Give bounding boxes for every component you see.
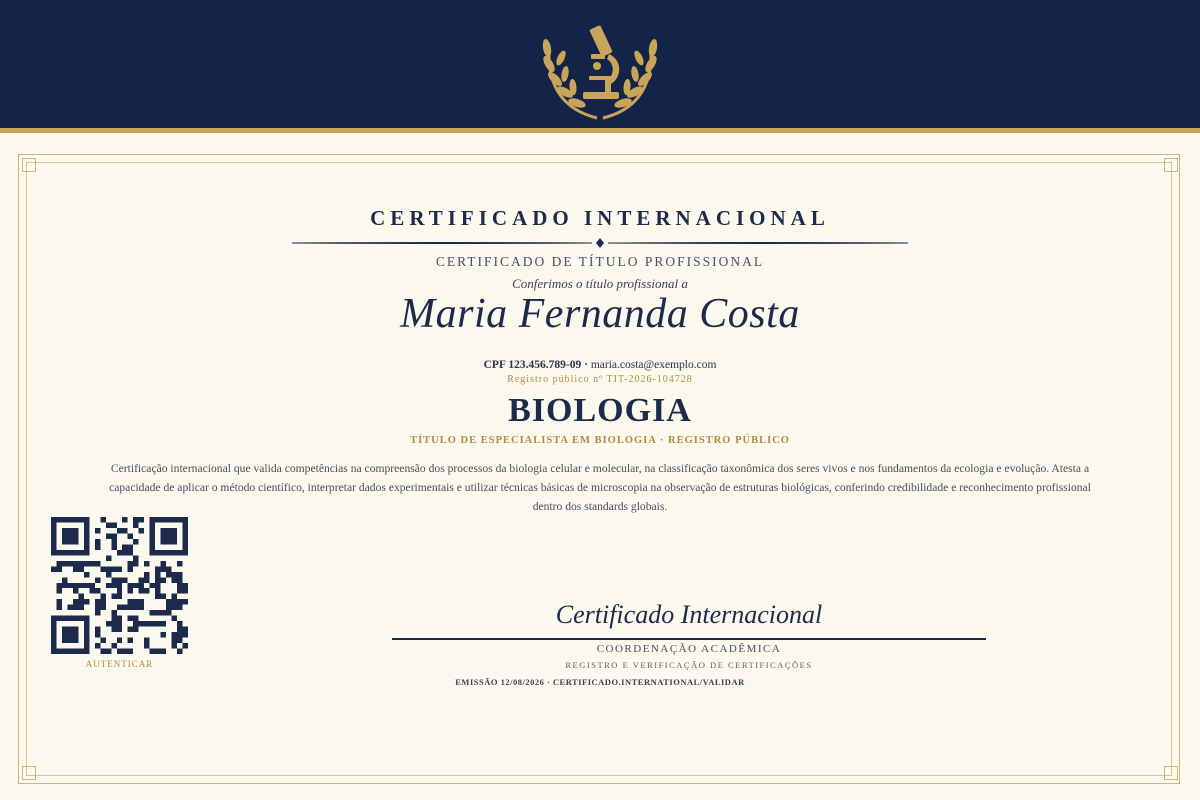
authenticate-link[interactable]: AUTENTICAR — [85, 659, 154, 669]
certificate-title: CERTIFICADO INTERNACIONAL — [370, 206, 830, 230]
signature-script: Certificado Internacional — [555, 600, 823, 629]
recipient-name: Maria Fernanda Costa — [400, 291, 800, 337]
title-divider — [292, 236, 908, 250]
cpf-text: CPF 123.456.789-09 — [483, 359, 582, 371]
certificate-description: Certificação internacional que valida competências na compreensão dos processos da biologia celular e molecular, na classificação taxonômica dos seres vivos e nos fundamentos da ecologia e evolução. Atesta a capacidade de aplicar o método científico, interpretar dados experimentais e utilizar técnicas básicas de microscopia na observação de estruturas biológicas, conferindo credibilidade e reconhecimento profissional dentro dos standards globais. — [109, 462, 1091, 513]
certificate-subtitle: CERTIFICADO DE TÍTULO PROFISSIONAL — [435, 254, 765, 269]
intro-text: Conferimos o título profissional a — [512, 276, 688, 291]
signature-role: COORDENAÇÃO ACADÊMICA — [596, 643, 782, 655]
corner-ornament — [22, 158, 36, 172]
course-title: BIOLOGIA — [508, 392, 692, 429]
corner-ornament — [22, 766, 36, 780]
email-text: maria.costa@exemplo.com — [590, 359, 717, 371]
recipient-id-line — [0, 359, 1200, 371]
issue-info: EMISSÃO 12/08/2026 · CERTIFICADO.INTERNATIONAL/VALIDAR — [455, 677, 745, 687]
microscope-laurel-icon — [535, 18, 665, 124]
registry-number: Registro público nº TIT-2026-104728 — [507, 374, 693, 385]
corner-ornament — [1164, 766, 1178, 780]
corner-ornament — [1164, 158, 1178, 172]
separator: · — [584, 359, 588, 371]
course-subtitle: TÍTULO DE ESPECIALISTA EM BIOLOGIA · REGISTRO PÚBLICO — [410, 435, 790, 446]
signature-department: REGISTRO E VERIFICAÇÃO DE CERTIFICAÇÕES — [565, 660, 813, 670]
signature-line — [392, 638, 986, 640]
qr-code-icon[interactable] — [51, 517, 188, 654]
